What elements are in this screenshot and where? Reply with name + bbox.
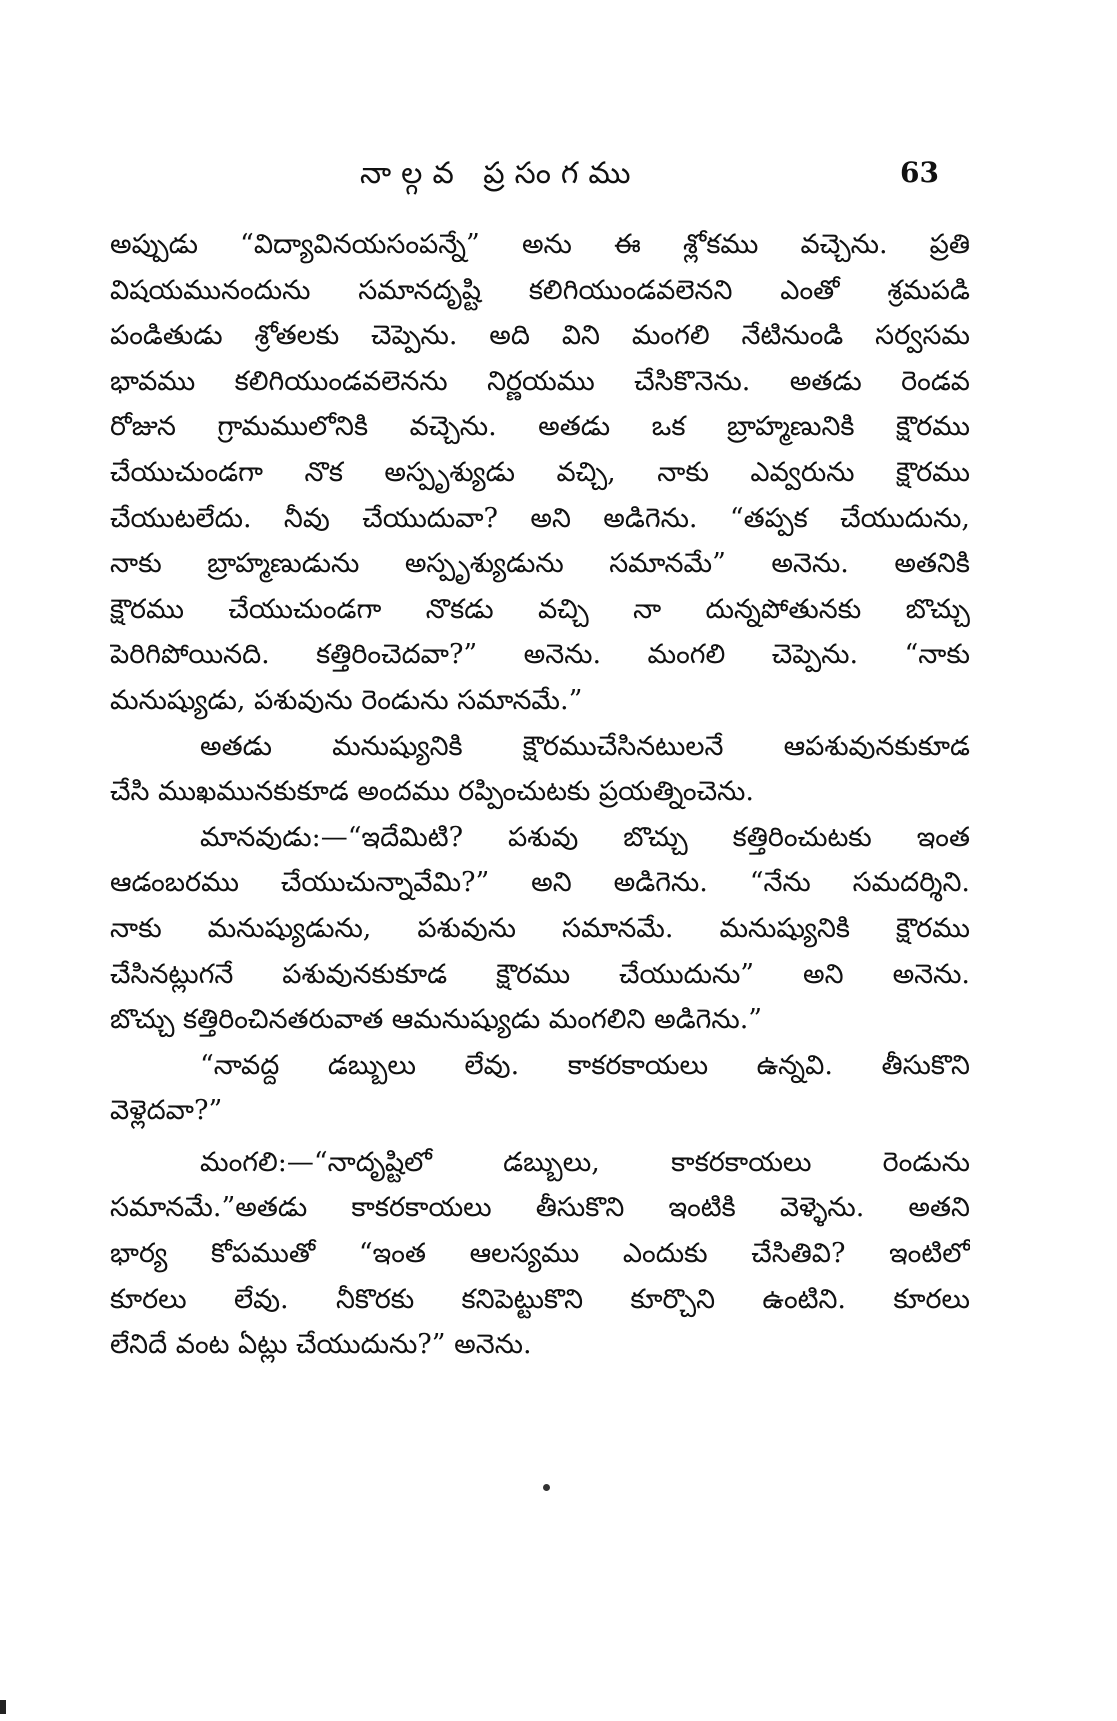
text-line: భార్య కోపముతో “ఇంత ఆలస్యము ఎందుకు చేసితివి? ఇంటిలో xyxy=(110,1238,970,1270)
text-line: లేనిదే వంట ఏట్లు చేయుదును?” అనెను. xyxy=(110,1329,532,1361)
text-line: చేయుచుండగా నొక అస్పృశ్యుడు వచ్చి, నాకు ఎవ్వరును క్షౌరము xyxy=(110,456,970,488)
paragraph xyxy=(110,724,970,815)
text-line: పండితుడు శ్రోతలకు చెప్పెను. అది విని మంగలి నేటినుండి సర్వసమ xyxy=(110,320,970,352)
text-line: విషయమునందును సమానదృష్టి కలిగియుండవలెనని ఎంతో శ్రమపడి xyxy=(110,274,970,306)
text-line: భావము కలిగియుండవలెనను నిర్ణయము చేసికొనెను. అతడు రెండవ xyxy=(110,365,970,397)
body-text xyxy=(110,222,970,1368)
text-line: మనుష్యుడు, పశువును రెండును సమానమే.” xyxy=(110,684,583,716)
text-line: నాకు బ్రాహ్మణుడును అస్పృశ్యుడును సమానమే” అనెను. అతనికి xyxy=(110,548,970,580)
paragraph xyxy=(110,815,970,1043)
paragraph xyxy=(110,1043,970,1134)
text-line: వెళ్లెదవా?” xyxy=(110,1095,223,1127)
paragraph xyxy=(110,1140,970,1368)
page-number: 63 xyxy=(900,156,939,189)
text-line: “నావద్ద డబ్బులు లేవు. కాకరకాయలు ఉన్నవి. తీసుకొని xyxy=(200,1049,970,1081)
text-line: చేయుటలేదు. నీవు చేయుదువా? అని అడిగెను. “తప్పక చేయుదును, xyxy=(110,502,970,534)
margin-mark xyxy=(0,1700,6,1714)
paragraph xyxy=(110,222,970,724)
text-line: నాకు మనుష్యుడును, పశువును సమానమే. మనుష్యునికి క్షౌరము xyxy=(110,912,970,944)
text-line: చేసి ముఖమునకుకూడ అందము రప్పించుటకు ప్రయత్నించెను. xyxy=(110,776,754,808)
text-line: అతడు మనుష్యునికి క్షౌరముచేసినటులనే ఆపశువునకుకూడ xyxy=(200,730,970,762)
ink-dot xyxy=(543,1484,550,1491)
text-line: అప్పుడు “విద్యావినయసంపన్నే” అను ఈ శ్లోకము వచ్చెను. ప్రతి xyxy=(110,229,970,260)
text-line: పెరిగిపోయినది. కత్తిరించెదవా?” అనెను. మంగలి చెప్పెను. “నాకు xyxy=(110,639,970,671)
text-line: బొచ్చు కత్తిరించినతరువాత ఆమనుష్యుడు మంగలిని అడిగెను.” xyxy=(110,1004,763,1036)
text-line: క్షౌరము చేయుచుండగా నొకడు వచ్చి నా దున్నపోతునకు బొచ్చు xyxy=(110,593,970,625)
text-line: సమానమే.”అతడు కాకరకాయలు తీసుకొని ఇంటికి వెళ్ళెను. అతని xyxy=(110,1192,970,1224)
text-line: కూరలు లేవు. నీకొరకు కనిపెట్టుకొని కూర్చొని ఉంటిని. కూరలు xyxy=(110,1283,970,1315)
text-line: మానవుడు:—“ఇదేమిటి? పశువు బొచ్చు కత్తిరించుటకు ఇంత xyxy=(200,821,970,853)
text-line: చేసినట్లుగనే పశువునకుకూడ క్షౌరము చేయుదును” అని అనెను. xyxy=(110,958,970,990)
page-header xyxy=(0,150,1117,200)
text-line: రోజున గ్రామములోనికి వచ్చెను. అతడు ఒక బ్రాహ్మణునికి క్షౌరము xyxy=(110,411,970,443)
chapter-title: నాల్గవ ప్రసంగము xyxy=(360,156,641,191)
text-line: ఆడంబరము చేయుచున్నావేమి?” అని అడిగెను. “నేను సమదర్శిని. xyxy=(110,867,970,899)
text-line: మంగలి:—“నాదృష్టిలో డబ్బులు, కాకరకాయలు రెండును xyxy=(200,1146,970,1178)
